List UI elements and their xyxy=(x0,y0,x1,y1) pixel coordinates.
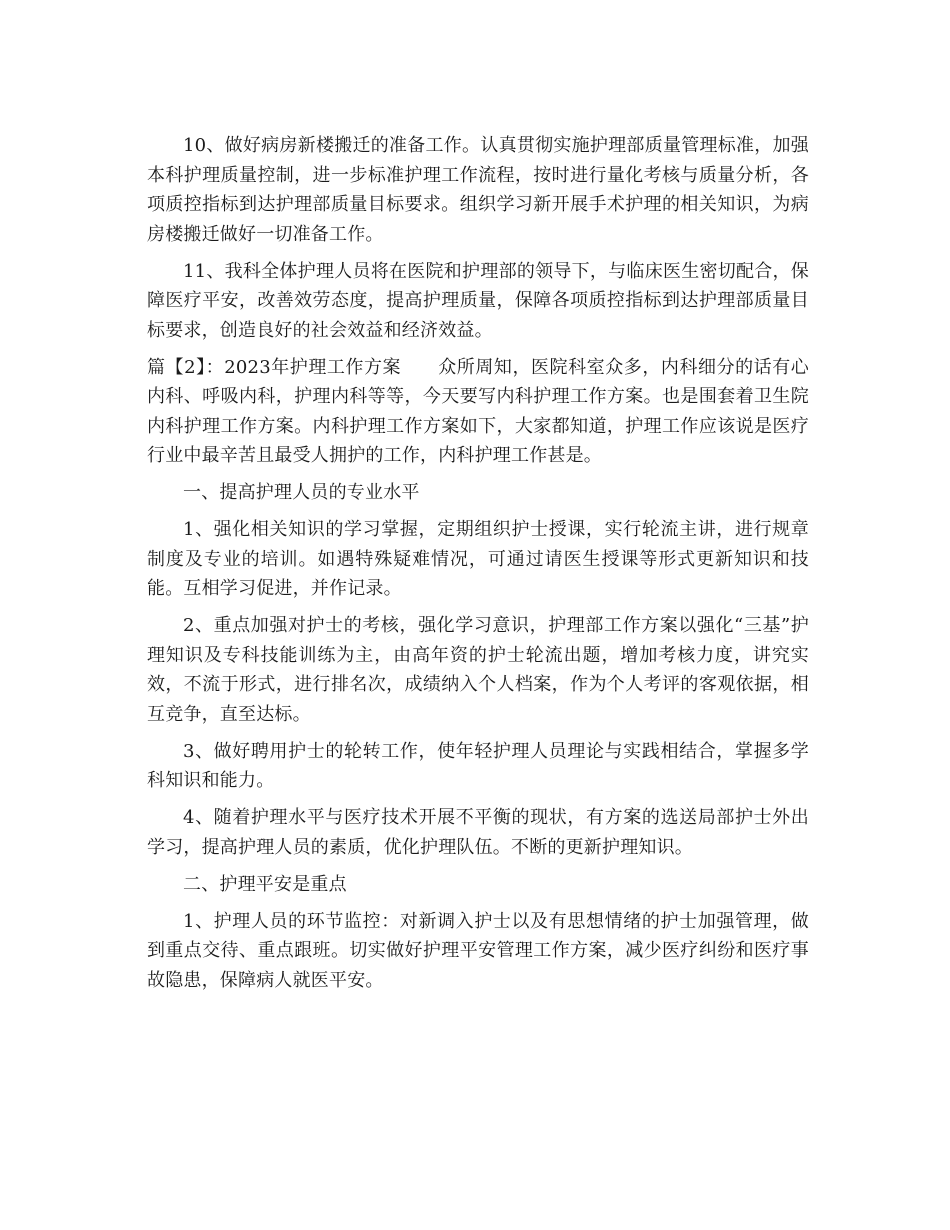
paragraph-item-11: 11、我科全体护理人员将在医院和护理部的领导下，与临床医生密切配合，保障医疗平安，改善效劳态度，提高护理质量，保障各项质控指标到达护理部质量目标要求，创造良好的社会效益和经济效益。 xyxy=(147,260,809,341)
section-title-professional-level: 一、提高护理人员的专业水平 xyxy=(183,482,420,503)
paragraph-item-4: 4、随着护理水平与医疗技术开展不平衡的现状，有方案的选送局部护士外出学习，提高护理人员的素质，优化护理队伍。不断的更新护理知识。 xyxy=(147,807,809,858)
paragraph-item-1: 1、强化相关知识的学习掌握，定期组织护士授课，实行轮流主讲，进行规章制度及专业的培训。如遇特殊疑难情况，可通过请医生授课等形式更新知识和技能。互相学习促进，并作记录。 xyxy=(147,519,809,599)
paragraph-item-2: 2、重点加强对护士的考核，强化学习意识，护理部工作方案以强化“三基”护理知识及专科技能训练为主，由高年资的护士轮流出题，增加考核力度，讲究实效，不流于形式，进行排名次，成绩纳入个人档案，作为个人考评的客观依据，相互竞争，直至达标。 xyxy=(147,615,809,725)
section-heading-part-2: 篇【2】：2023年护理工作方案 众所周知，医院科室众多，内科细分的话有心内科、呼吸内科，护理内科等等，今天要写内科护理工作方案。也是围套着卫生院内科护理工作方案。内科护理工作方案如下，大家都知道，护理工作应该说是医疗行业中最辛苦且最受人拥护的工作，内科护理工作甚是。 xyxy=(147,356,809,466)
paragraph-item-3: 3、做好聘用护士的轮转工作，使年轻护理人员理论与实践相结合，掌握多学科知识和能力。 xyxy=(147,740,809,791)
document-body xyxy=(147,131,809,1003)
paragraph-safety-item-1: 1、护理人员的环节监控：对新调入护士以及有思想情绪的护士加强管理，做到重点交待、重点跟班。切实做好护理平安管理工作方案，减少医疗纠纷和医疗事故隐患，保障病人就医平安。 xyxy=(147,910,809,991)
paragraph-item-10: 10、做好病房新楼搬迁的准备工作。认真贯彻实施护理部质量管理标准，加强本科护理质量控制，进一步标准护理工作流程，按时进行量化考核与质量分析，各项质控指标到达护理部质量目标要求。组织学习新开展手术护理的相关知识，为病房楼搬迁做好一切准备工作。 xyxy=(147,135,809,245)
section-title-nursing-safety: 二、护理平安是重点 xyxy=(183,873,347,895)
